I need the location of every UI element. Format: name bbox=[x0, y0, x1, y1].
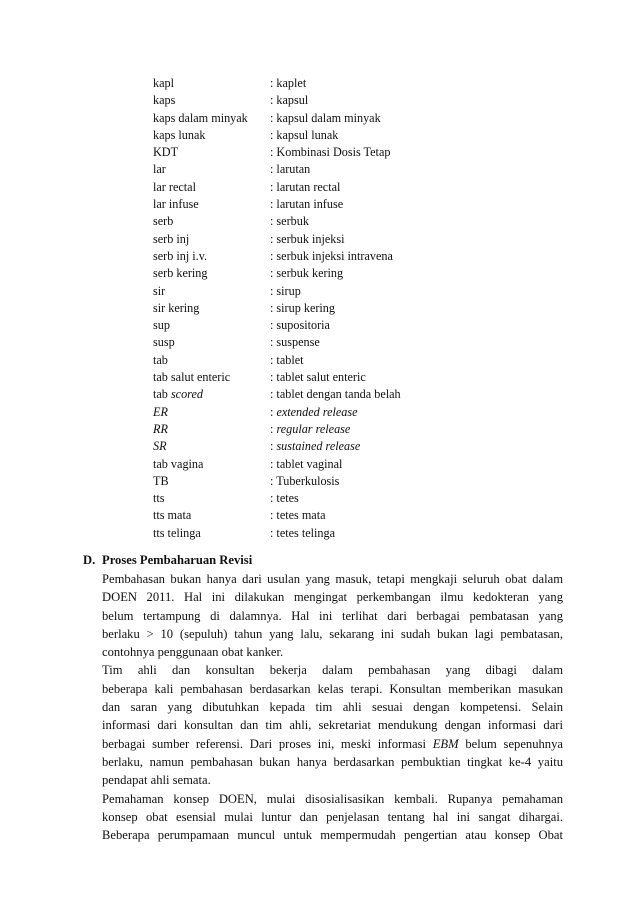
abbreviation-row bbox=[153, 92, 401, 109]
paragraph-line: dan saran yang dibutuhkan kepada tim ahli sesuai dengan kompetensi. Selain bbox=[102, 700, 563, 715]
abbreviation-term-prefix: tab bbox=[153, 387, 171, 402]
abbreviation-definition: : serbuk injeksi bbox=[270, 231, 345, 246]
abbreviation-definition: : tablet vaginal bbox=[270, 456, 343, 471]
abbreviation-definition: : kaplet bbox=[270, 76, 307, 90]
abbreviation-term: kaps lunak bbox=[153, 127, 206, 142]
paragraph-line: Beberapa perumpamaan muncul untuk mempermudah pengertian atau konsep Obat bbox=[102, 828, 563, 843]
abbreviation-row bbox=[153, 334, 401, 351]
abbreviation-term: serb bbox=[153, 214, 174, 229]
abbreviation-row bbox=[153, 265, 401, 282]
abbreviation-term: susp bbox=[153, 335, 175, 350]
abbreviation-row bbox=[153, 386, 401, 403]
abbreviation-term: ER bbox=[153, 404, 168, 419]
section-letter: D. bbox=[83, 553, 96, 567]
abbreviation-row bbox=[153, 490, 401, 507]
abbreviation-term: serb inj i.v. bbox=[153, 248, 208, 263]
section-heading bbox=[83, 551, 563, 569]
abbreviation-definition: : larutan infuse bbox=[270, 197, 344, 212]
abbreviation-row bbox=[153, 352, 401, 369]
abbreviation-row bbox=[153, 507, 401, 524]
abbreviation-term: RR bbox=[153, 421, 168, 436]
paragraph-line: konsep obat esensial mulai luntur dan penjelasan tentang hal ini sangat dihargai. bbox=[102, 809, 563, 824]
abbreviation-definition bbox=[270, 438, 360, 455]
abbreviation-row bbox=[153, 248, 401, 265]
abbreviation-definition: : tablet dengan tanda belah bbox=[270, 387, 401, 402]
line-text-suffix: belum sepenuhnya bbox=[458, 736, 563, 751]
abbreviation-term: kapl bbox=[153, 76, 174, 90]
ebm-italic: EBM bbox=[432, 736, 459, 751]
abbreviation-definition: : Kombinasi Dosis Tetap bbox=[270, 145, 391, 160]
definition-italic: sustained release bbox=[276, 439, 361, 454]
paragraph-line: berlaku, namun pembahasan bukan hanya berdasarkan pembuktian tingkat ke-4 yaitu bbox=[102, 754, 563, 769]
abbreviation-term: TB bbox=[153, 473, 169, 488]
abbreviation-definition: : serbuk bbox=[270, 214, 309, 229]
abbreviation-row bbox=[153, 75, 401, 92]
abbreviation-term: SR bbox=[153, 439, 167, 454]
abbreviation-term: sir kering bbox=[153, 300, 200, 315]
paragraph-line: DOEN 2011. Hal ini dilakukan mengingat perkembangan ilmu kedokteran yang bbox=[102, 590, 563, 605]
paragraph-line: berlaku > 10 (sepuluh) tahun yang lalu, sekarang ini sudah bukan lagi pembatasan, bbox=[102, 626, 563, 641]
abbreviation-term: lar bbox=[153, 162, 166, 177]
abbreviation-definition: : tetes telinga bbox=[270, 525, 335, 540]
abbreviation-definition: : tetes mata bbox=[270, 508, 326, 523]
definition-prefix: : bbox=[270, 421, 277, 436]
abbreviation-term: tts bbox=[153, 491, 165, 506]
abbreviation-row bbox=[153, 300, 401, 317]
abbreviation-term: sup bbox=[153, 318, 170, 333]
abbreviation-row bbox=[153, 404, 401, 421]
abbreviation-row bbox=[153, 525, 401, 542]
abbreviation-row bbox=[153, 179, 401, 196]
abbreviation-term: serb inj bbox=[153, 231, 190, 246]
definition-italic: regular release bbox=[276, 421, 351, 436]
abbreviation-term: tab vagina bbox=[153, 456, 204, 471]
definition-prefix: : bbox=[270, 439, 277, 454]
section-title: Proses Pembaharuan Revisi bbox=[102, 553, 253, 567]
line-text: berbagai sumber referensi. Dari proses ini, meski informasi bbox=[102, 736, 427, 751]
abbreviation-term-italic: scored bbox=[170, 387, 203, 402]
section-d bbox=[83, 551, 563, 844]
abbreviation-term: kaps bbox=[153, 93, 176, 108]
abbreviation-term: sir bbox=[153, 283, 166, 298]
paragraph-line: belum tertampung di dalamnya. Hal ini terlihat dari berbagai pembatasan yang bbox=[102, 608, 563, 623]
abbreviation-definition: : tablet salut enteric bbox=[270, 370, 366, 385]
abbreviation-term: tts telinga bbox=[153, 525, 201, 540]
definition-prefix: : bbox=[270, 404, 277, 419]
abbreviation-row bbox=[153, 196, 401, 213]
section-body bbox=[102, 570, 563, 844]
abbreviation-term bbox=[153, 386, 270, 403]
abbreviation-term: kaps dalam minyak bbox=[153, 110, 248, 125]
abbreviation-row bbox=[153, 473, 401, 490]
abbreviation-row bbox=[153, 231, 401, 248]
abbreviation-definition: : tablet bbox=[270, 352, 304, 367]
paragraph-line: Pembahasan bukan hanya dari usulan yang masuk, tetapi mengkaji seluruh obat dalam bbox=[102, 572, 563, 586]
abbreviation-definition bbox=[270, 404, 358, 421]
abbreviation-term: lar rectal bbox=[153, 179, 196, 194]
abbreviation-definition: : serbuk kering bbox=[270, 266, 344, 281]
paragraph-line bbox=[102, 735, 563, 753]
paragraph-line: informasi dari konsultan dan tim ahli, sekretariat mendukung dengan informasi dari bbox=[102, 718, 563, 733]
abbreviation-row bbox=[153, 161, 401, 178]
abbreviation-row bbox=[153, 438, 401, 455]
abbreviation-definition: : supositoria bbox=[270, 318, 330, 333]
definition-italic: extended release bbox=[276, 404, 358, 419]
abbreviation-definition: : kapsul dalam minyak bbox=[270, 110, 381, 125]
paragraph-line: Tim ahli dan konsultan bekerja dalam pembahasan yang dibagi dalam bbox=[102, 663, 563, 678]
abbreviation-row bbox=[153, 110, 401, 127]
abbreviation-row bbox=[153, 369, 401, 386]
abbreviation-row bbox=[153, 317, 401, 334]
abbreviation-row bbox=[153, 127, 401, 144]
abbreviation-term: tab salut enteric bbox=[153, 370, 231, 385]
abbreviation-row bbox=[153, 283, 401, 300]
abbreviation-definition bbox=[270, 421, 350, 438]
abbreviation-table bbox=[153, 75, 401, 542]
abbreviation-definition: : Tuberkulosis bbox=[270, 473, 340, 488]
abbreviation-definition: : larutan bbox=[270, 162, 311, 177]
paragraph-line: pendapat ahli semata. bbox=[102, 773, 211, 788]
abbreviation-definition: : serbuk injeksi intravena bbox=[270, 248, 393, 263]
abbreviation-row bbox=[153, 144, 401, 161]
abbreviation-definition: : kapsul lunak bbox=[270, 127, 339, 142]
abbreviation-term: tts mata bbox=[153, 508, 192, 523]
abbreviation-term: KDT bbox=[153, 145, 179, 160]
abbreviation-term: tab bbox=[153, 352, 168, 367]
paragraph-line: contohnya penggunaan obat kanker. bbox=[102, 645, 284, 660]
paragraph-line: beberapa kali pembahasan berdasarkan kelas terapi. Konsultan memberikan masukan bbox=[102, 681, 563, 696]
abbreviation-term: serb kering bbox=[153, 266, 208, 281]
abbreviation-definition: : suspense bbox=[270, 335, 320, 350]
abbreviation-definition: : kapsul bbox=[270, 93, 309, 108]
abbreviation-definition: : sirup kering bbox=[270, 300, 335, 315]
abbreviation-row bbox=[153, 456, 401, 473]
abbreviation-row bbox=[153, 421, 401, 438]
abbreviation-row bbox=[153, 213, 401, 230]
abbreviation-term: lar infuse bbox=[153, 197, 199, 212]
abbreviation-definition: : tetes bbox=[270, 491, 299, 506]
paragraph-line: Pemahaman konsep DOEN, mulai disosialisasikan kembali. Rupanya pemahaman bbox=[102, 791, 563, 806]
abbreviation-definition: : sirup bbox=[270, 283, 301, 298]
abbreviation-definition: : larutan rectal bbox=[270, 179, 341, 194]
